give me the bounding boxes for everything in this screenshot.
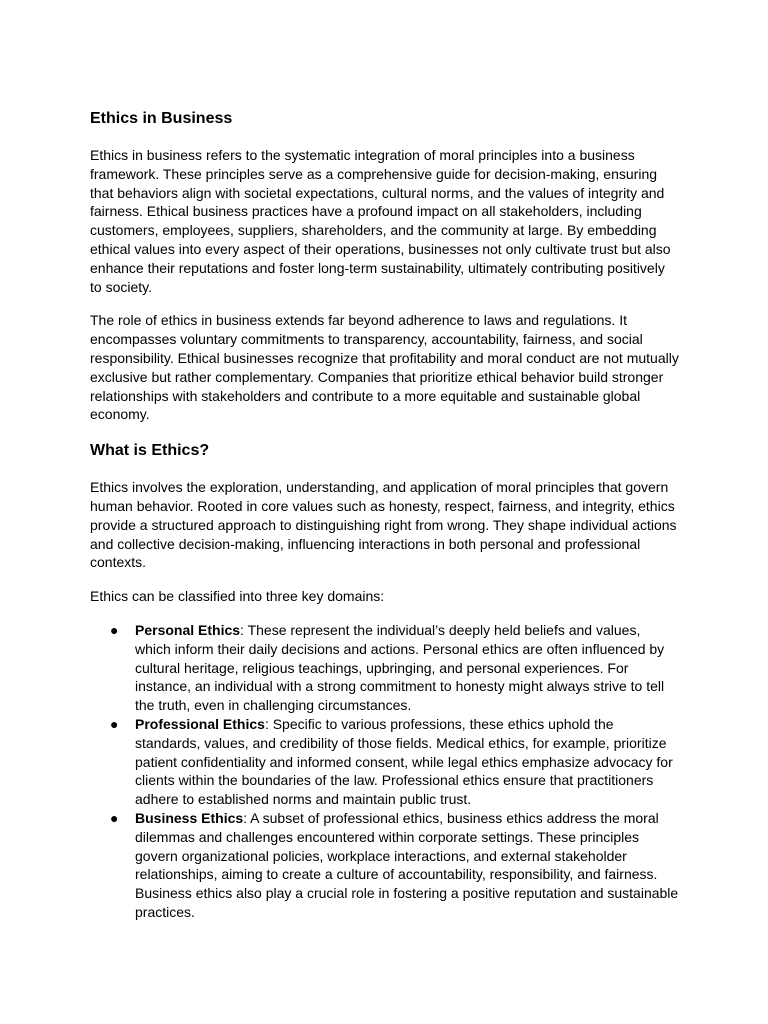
list-item-personal-ethics xyxy=(90,621,680,715)
document-title: Ethics in Business xyxy=(90,110,233,127)
domains-list xyxy=(90,621,680,922)
list-item-text: : A subset of professional ethics, business ethics address the moral dilemmas and challenges encountered within corporate settings. These principles govern organizational policies, workplace interactions, and external stakeholder relationships, aiming to create a culture of accountability, responsibility, and fairness. Business ethics also play a crucial role in fostering a positive reputation and sustainable practices. xyxy=(135,809,679,920)
list-item-term: Professional Ethics xyxy=(135,715,265,732)
list-item-term: Business Ethics xyxy=(135,809,244,826)
list-item-term: Personal Ethics xyxy=(135,621,241,638)
document-page xyxy=(90,108,680,922)
section-paragraph-2: Ethics can be classified into three key domains: xyxy=(90,588,385,605)
bullet-icon: ● xyxy=(110,621,119,638)
list-item-text: : Specific to various professions, these ethics uphold the standards, values, and credibility of those fields. Medical ethics, for example, prioritize patient confidentiality and informed consent, while legal ethics emphasize advocacy for clients within the boundaries of the law. Professional ethics ensure that practitioners adhere to established norms and maintain public trust. xyxy=(135,715,673,808)
intro-paragraph-2: The role of ethics in business extends far beyond adherence to laws and regulations. It encompasses voluntary commitments to transparency, accountability, fairness, and social responsibility. Ethical businesses recognize that profitability and moral conduct are not mutually exclusive but rather complementary. Companies that prioritize ethical behavior build stronger relationships with stakeholders and contribute to a more equitable and sustainable global economy. xyxy=(90,312,679,423)
bullet-icon: ● xyxy=(110,715,119,732)
list-item-professional-ethics xyxy=(90,715,680,809)
section-heading: What is Ethics? xyxy=(90,442,210,460)
section-paragraph-1: Ethics involves the exploration, understanding, and application of moral principles that govern human behavior. Rooted in core values such as honesty, respect, fairness, and integrity, ethics provide a structured approach to distinguishing right from wrong. They shape individual actions and collective decision-making, influencing interactions in both personal and professional contexts. xyxy=(90,479,677,571)
list-item-business-ethics xyxy=(90,809,680,922)
list-item-text: : These represent the individual’s deeply held beliefs and values, which inform their daily decisions and actions. Personal ethics are often influenced by cultural heritage, religious teachings, upbringing, and personal experiences. For instance, an individual with a strong commitment to honesty might always strive to tell the truth, even in challenging circumstances. xyxy=(135,621,665,714)
bullet-icon: ● xyxy=(110,809,119,826)
intro-paragraph-1: Ethics in business refers to the systematic integration of moral principles into a business framework. These principles serve as a comprehensive guide for decision-making, ensuring that behaviors align with societal expectations, cultural norms, and the values of integrity and fairness. Ethical business practices have a profound impact on all stakeholders, including customers, employees, suppliers, shareholders, and the community at large. By embedding ethical values into every aspect of their operations, businesses not only cultivate trust but also enhance their reputations and foster long-term sustainability, ultimately contributing positively to society. xyxy=(90,147,671,295)
